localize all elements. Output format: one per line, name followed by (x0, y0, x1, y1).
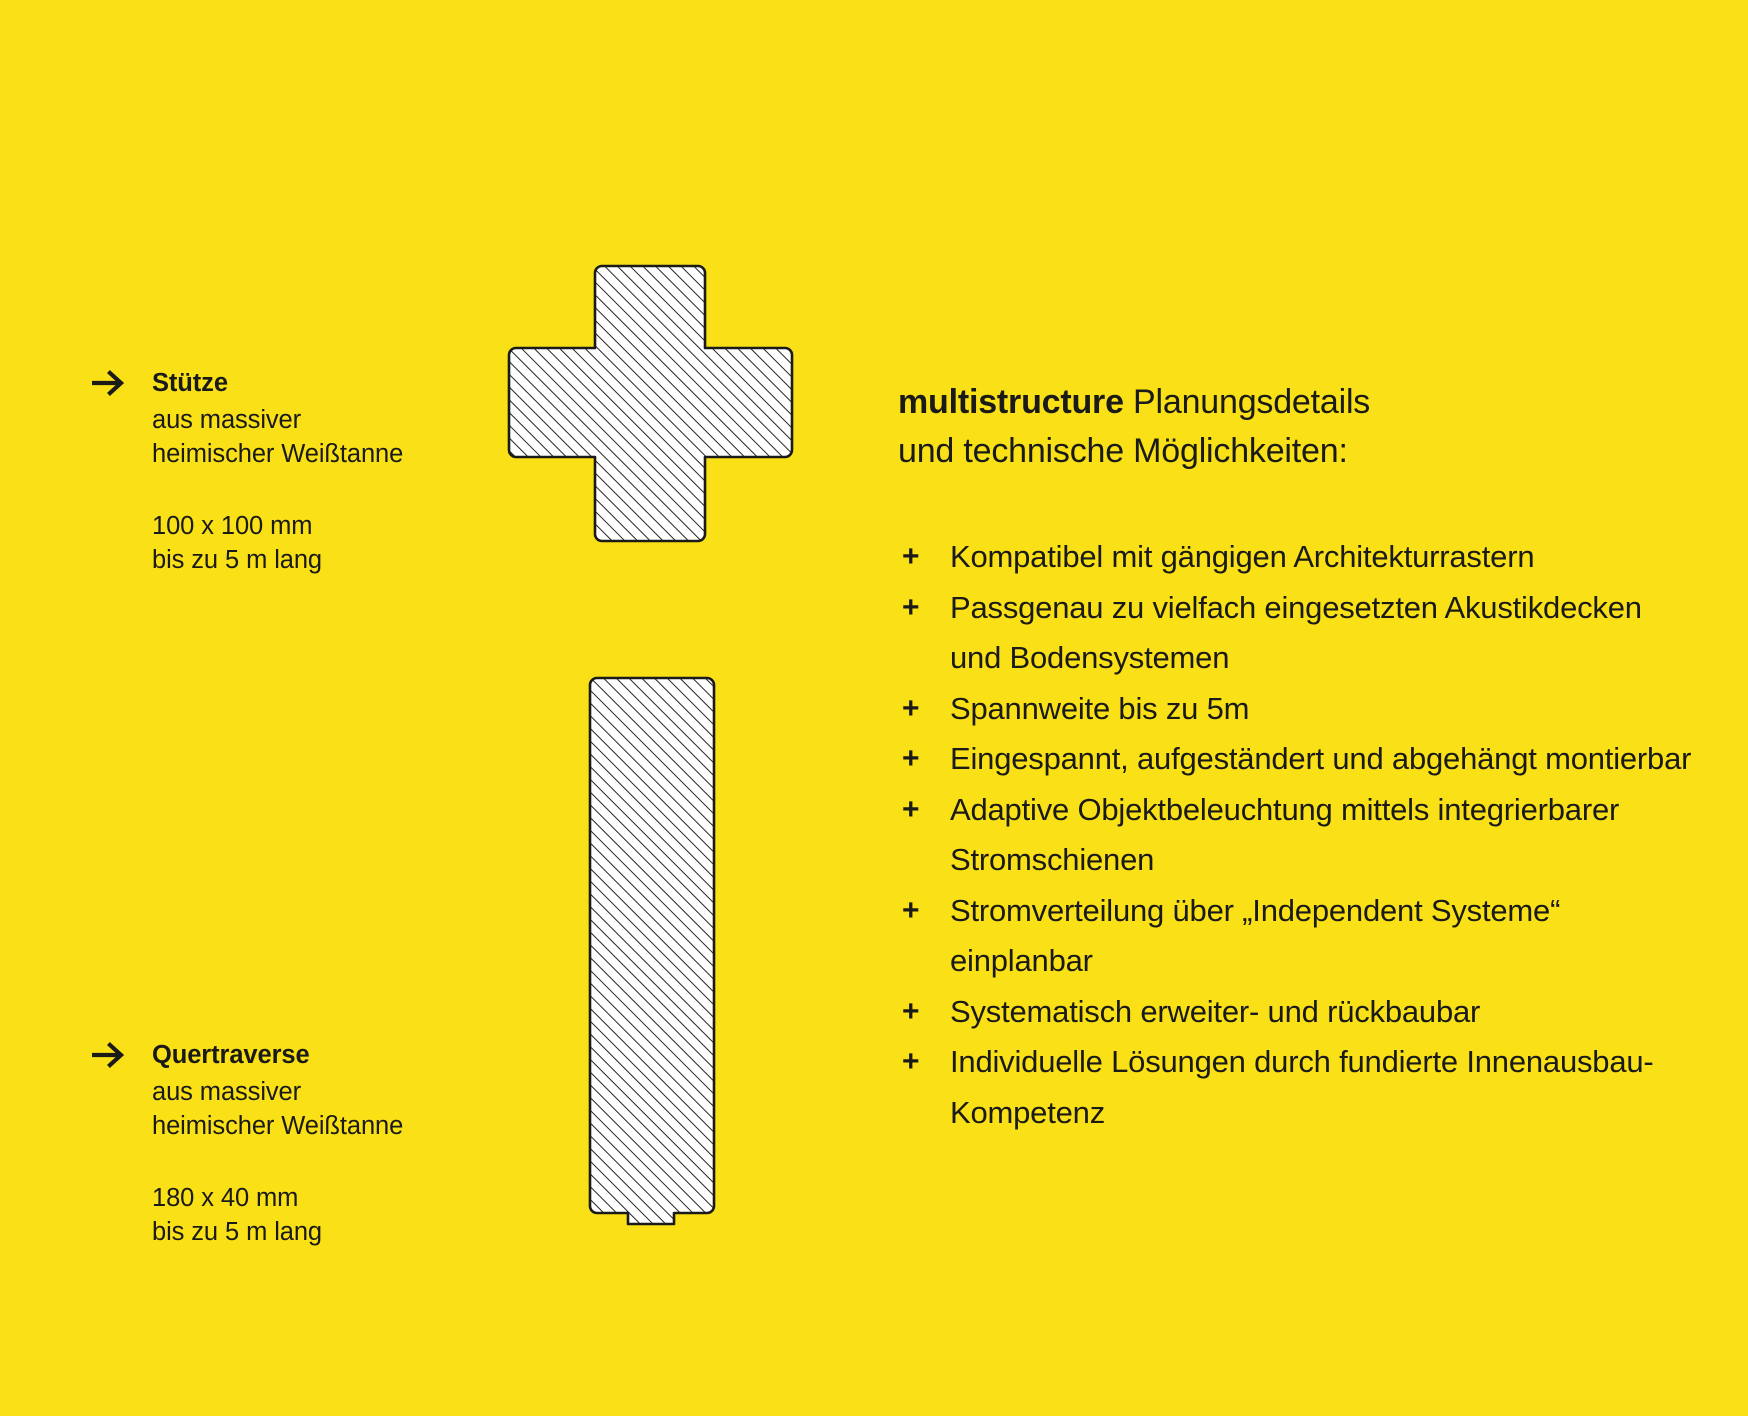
label-spec-line: 100 x 100 mm (152, 512, 313, 540)
page-title (898, 378, 1698, 476)
plus-bullet-icon: + (902, 893, 920, 927)
plus-bullet-icon: + (902, 792, 920, 826)
page-title-rest: Planungsdetails (1123, 383, 1371, 421)
label-spec-line: bis zu 5 m lang (152, 546, 323, 574)
plus-bullet-icon: + (902, 590, 920, 624)
cross-section-beam-drawing (588, 676, 728, 1241)
feature-list-item (898, 684, 1698, 735)
cross-section-column-drawing (500, 264, 820, 579)
label-title-quertraverse: Quertraverse (152, 1041, 310, 1069)
plus-bullet-icon: + (902, 1045, 920, 1078)
label-header-quertraverse (90, 1040, 470, 1070)
feature-list-item (898, 785, 1698, 886)
feature-text: Kompatibel mit gängigen Architekturrastern (950, 539, 1535, 574)
label-spec-quertraverse (152, 1181, 470, 1249)
page-title-line-2: und technische Möglichkeiten: (898, 432, 1348, 470)
label-block-quertraverse (90, 1040, 470, 1249)
feature-list-item (898, 1037, 1698, 1138)
feature-text: Spannweite bis zu 5m (950, 690, 1250, 726)
label-header-stuetze (90, 368, 470, 398)
feature-list-item (898, 583, 1698, 684)
feature-text: Systematisch erweiter- und rückbaubar (950, 993, 1481, 1029)
label-description-line: heimischer Weißtanne (152, 1112, 404, 1140)
feature-text: Eingespannt, aufgeständert und abgehängt montierbar (950, 741, 1692, 776)
plus-bullet-icon: + (902, 691, 920, 725)
brand-name: multistructure (898, 383, 1124, 421)
right-content-column (898, 378, 1698, 1138)
label-description-quertraverse (152, 1075, 470, 1143)
feature-list-item (898, 987, 1698, 1038)
feature-list-item (898, 886, 1698, 987)
label-spec-line: 180 x 40 mm (152, 1184, 299, 1212)
feature-list (898, 532, 1698, 1138)
feature-text: Individuelle Lösungen durch fundierte Innenausbau-Kompetenz (950, 1044, 1654, 1130)
label-description-stuetze (152, 403, 470, 471)
label-block-stuetze (90, 368, 470, 577)
plus-bullet-icon: + (902, 742, 920, 775)
label-description-line: aus massiver (152, 1078, 302, 1106)
feature-list-item (898, 532, 1698, 583)
label-description-line: heimischer Weißtanne (152, 440, 404, 468)
label-spec-line: bis zu 5 m lang (152, 1218, 323, 1246)
arrow-right-icon (90, 1042, 132, 1068)
label-title-stuetze: Stütze (152, 369, 228, 397)
label-spec-stuetze (152, 509, 470, 577)
feature-text: Stromverteilung über „Independent Systeme“ einplanbar (950, 892, 1561, 978)
plus-bullet-icon: + (902, 994, 920, 1028)
feature-list-item (898, 734, 1698, 785)
plus-bullet-icon: + (902, 540, 920, 573)
feature-text: Passgenau zu vielfach eingesetzten Akustikdecken und Bodensystemen (950, 589, 1642, 675)
label-description-line: aus massiver (152, 406, 302, 434)
arrow-right-icon (90, 370, 132, 396)
feature-text: Adaptive Objektbeleuchtung mittels integrierbarer Stromschienen (950, 791, 1620, 877)
page-title-line-1 (898, 378, 1698, 427)
